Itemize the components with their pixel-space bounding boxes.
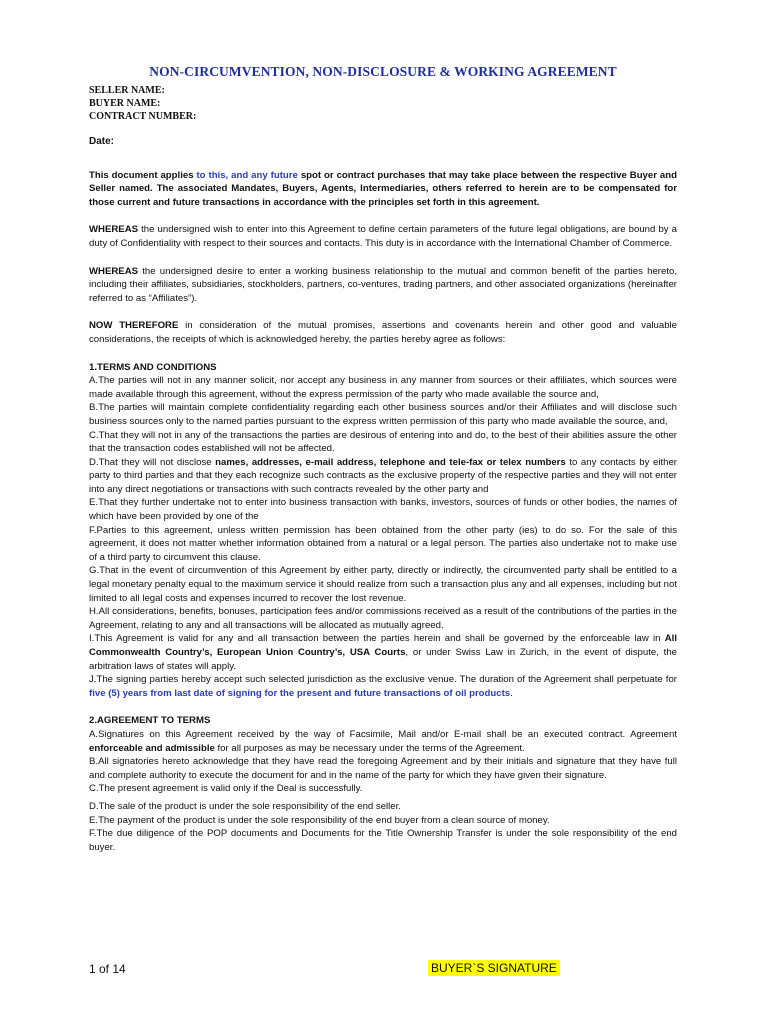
intro-highlight: to this, and any future — [196, 169, 298, 181]
now-therefore-text: in consideration of the mutual promises, assertions and covenants herein and other good and valuable considerations, the receipts of which is acknowledged hereby, the parties hereby agree as follows: — [89, 320, 678, 345]
whereas-text-1: the undersigned wish to enter into this Agreement to define certain parameters of the future legal obligations, are bound by a duty of Confidentiality with respect to their sources and contacts. This duty is in accordance with the International Chamber of Commerce. — [89, 224, 677, 249]
clause-1f: F.Parties to this agreement, unless written permission has been obtained from the other party (ies) to do so. For the sale of this agreement, it does not matter whether information obtained from a natural or a legal person. The parties also undertake not to make use of a third party to circumvent this clause. — [89, 524, 677, 563]
clause-1g: G.That in the event of circumvention of this Agreement by either party, directly or indirectly, the circumvented party shall be entitled to a legal monetary penalty equal to the maximum service it should realize from such a transaction plus any and all expenses, including but not limited to all legal costs and expenses incurred to recover the lost revenue. — [89, 565, 677, 604]
clause-2a — [89, 728, 677, 755]
intro-text-1: This document applies — [89, 169, 197, 181]
page-number: 1 of 14 — [89, 962, 126, 976]
buyer-name-field: BUYER NAME: — [89, 98, 161, 109]
clause-1d-text-1: D.That they will not disclose — [89, 456, 216, 468]
buyer-signature-label: BUYER`S SIGNATURE — [428, 960, 560, 976]
clause-1i-text-1: I.This Agreement is valid for any and all transaction between the parties herein and shall be governed by the enforceable law in — [89, 633, 665, 645]
clause-1i — [89, 632, 677, 673]
document-title: NON-CIRCUMVENTION, NON-DISCLOSURE & WORKING AGREEMENT — [149, 64, 617, 79]
clause-1b: B.The parties will maintain complete confidentiality regarding each other business sources and/or their Affiliates and will disclose such business sources only to the named parties pursuant to the express written permission of this party who made available the source, and, — [89, 402, 677, 427]
whereas-paragraph-1 — [89, 223, 677, 250]
clause-1d-text-2: to any contacts by either party to third parties and that they each recognize such contracts as the exclusive property of the respective parties and they will not enter into any direct negotiations or transactions with such contracts revealed by the other party and — [89, 456, 677, 495]
clause-1i-text-2: , or under Swiss Law in Zurich, in the event of dispute, the arbitration laws of states will apply. — [89, 647, 677, 672]
clause-1j-bold: five (5) years from last date of signing for the present and future transactions of oil products — [89, 687, 511, 699]
clause-1a: A.The parties will not in any manner solicit, nor accept any business in any manner from sources or their affiliates, which sources were made available through this agreement, without the express permission of the party who made available the source and, — [89, 375, 677, 400]
whereas-lead-1: WHEREAS — [89, 224, 139, 236]
clause-2d: D.The sale of the product is under the sole responsibility of the end seller. — [89, 800, 401, 812]
clause-1j-text-2: . — [510, 687, 513, 699]
clause-1c: C.That they will not in any of the transactions the parties are desirous of entering into and do, to the best of their abilities assure the other that the transaction codes established will not be affected. — [89, 429, 677, 455]
section-2-heading: 2.AGREEMENT TO TERMS — [89, 715, 211, 727]
contract-number-field: CONTRACT NUMBER: — [89, 111, 197, 122]
clause-1e: E.That they further undertake not to enter into business transaction with banks, investors, sources of funds or other bodies, the names of which have been provided by one of the — [89, 497, 677, 523]
clause-1j — [89, 673, 677, 700]
clause-2a-text-2: for all purposes as may be necessary under the terms of the Agreement. — [214, 742, 525, 754]
whereas-text-2: the undersigned desire to enter a working business relationship to the mutual and common benefit of the parties hereto, including their affiliates, subsidiaries, stockholders, partners, co-ventures, trading partners, and other associated organizations (hereinafter referred to as “Affiliates”). — [89, 265, 677, 304]
clause-2f: F.The due diligence of the POP documents and Documents for the Title Ownership Transfer is under the sole responsibility of the end buyer. — [89, 828, 677, 853]
now-therefore-lead: NOW THEREFORE — [89, 320, 179, 332]
clause-2a-text-1: A.Signatures on this Agreement received by the way of Facsimile, Mail and/or E-mail shall be an executed contract. Agreement — [89, 728, 677, 740]
clause-2b: B.All signatories hereto acknowledge that they have read the foregoing Agreement and by their initials and signature that they have full and complete authority to execute the document for and in the name of the party for which they have given their signature. — [89, 756, 677, 781]
now-therefore-paragraph — [89, 319, 677, 346]
whereas-lead-2: WHEREAS — [89, 265, 139, 277]
clause-1j-text-1: J.The signing parties hereby accept such selected jurisdiction as the exclusive venue. The duration of the Agreement shall perpetuate for — [89, 674, 677, 686]
clause-2c: C.The present agreement is valid only if the Deal is successfully. — [89, 783, 363, 795]
whereas-paragraph-2 — [89, 265, 677, 306]
clause-1h: H.All considerations, benefits, bonuses, participation fees and/or commissions received as a result of the contributions of the parties in the Agreement, relating to any and all transactions will be allocated as mutually agreed. — [89, 606, 677, 631]
clause-1d-bold: names, addresses, e-mail address, telephone and tele-fax or telex numbers — [215, 456, 566, 468]
intro-paragraph — [89, 169, 677, 210]
section-1-heading: 1.TERMS AND CONDITIONS — [89, 361, 217, 373]
clause-1d — [89, 456, 677, 497]
seller-name-field: SELLER NAME: — [89, 85, 165, 96]
intro-text-2: spot or contract purchases that may take place between the respective Buyer and Seller named. The associated Mandates, Buyers, Agents, Intermediaries, others referred to herein are to be compensated for those current and future transactions in accordance with the principles set forth in this agreement. — [89, 169, 677, 208]
document-body — [89, 64, 677, 854]
date-label: Date: — [89, 136, 115, 147]
clause-1i-bold: All Commonwealth Country’s, European Union Country’s, USA Courts — [89, 633, 677, 658]
clause-2e: E.The payment of the product is under the sole responsibility of the end buyer from a clean source of money. — [89, 814, 550, 826]
clause-2a-bold: enforceable and admissible — [89, 742, 215, 754]
